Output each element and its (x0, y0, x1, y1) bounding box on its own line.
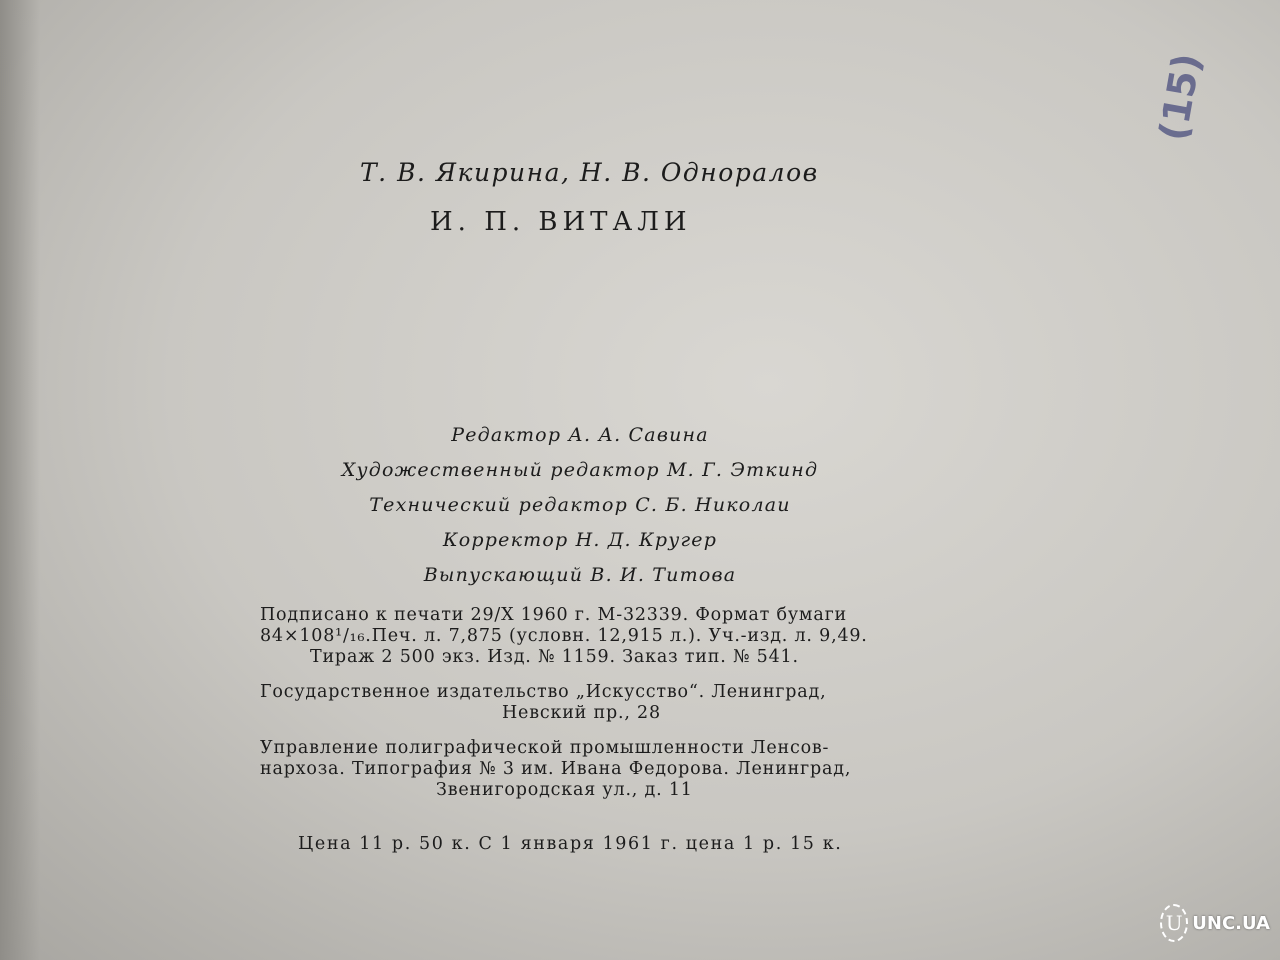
publisher-line: Невский пр., 28 (502, 703, 661, 723)
price-line: Цена 11 р. 50 к. С 1 января 1961 г. цена 1 р. 15 к. (298, 834, 843, 854)
page-fold-shadow (0, 0, 40, 960)
watermark-text: UNC.UA (1192, 912, 1270, 934)
page-number-stamp: (15) (1150, 50, 1210, 144)
credit-editor: Редактор А. А. Савина (451, 424, 709, 446)
publisher-line: Государственное издательство „Искусство“. Ленинград, (260, 682, 827, 702)
watermark (1160, 898, 1270, 948)
print-info-line: Тираж 2 500 экз. Изд. № 1159. Заказ тип. № 541. (310, 647, 799, 667)
print-info-line: Подписано к печати 29/X 1960 г. М-32339. Формат бумаги (260, 605, 847, 625)
printer-line: Звенигородская ул., д. 11 (436, 780, 693, 800)
print-info-line: 84×108¹/₁₆.Печ. л. 7,875 (условн. 12,915 л.). Уч.-изд. л. 9,49. (260, 626, 868, 646)
credit-proofreader: Корректор Н. Д. Кругер (442, 529, 718, 551)
printer-line: нархоза. Типография № 3 им. Ивана Федорова. Ленинград, (260, 759, 852, 779)
imprint-block (260, 605, 980, 801)
printer-line: Управление полиграфической промышленности Ленсов- (260, 738, 830, 758)
credit-technical-editor: Технический редактор С. Б. Николаи (369, 494, 791, 516)
book-title: И. П. ВИТАЛИ (430, 207, 692, 237)
watermark-logo-icon: U (1160, 904, 1188, 942)
authors-line: Т. В. Якирина, Н. В. Одноралов (360, 158, 819, 187)
credit-releasing: Выпускающий В. И. Титова (423, 564, 737, 586)
credits-block (300, 418, 860, 593)
credit-art-editor: Художественный редактор М. Г. Эткинд (341, 459, 819, 481)
